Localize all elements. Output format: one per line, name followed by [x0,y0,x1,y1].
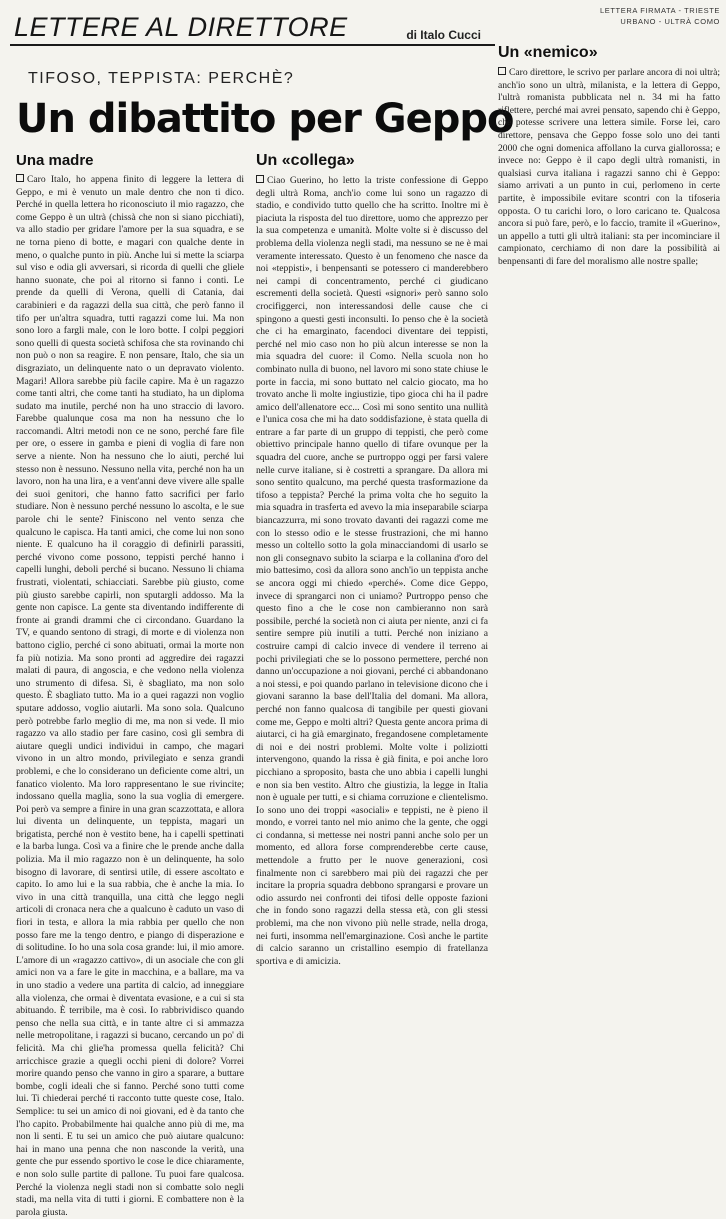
letter-body-collega [256,175,488,968]
square-bullet-icon [256,175,264,183]
column-3 [498,4,720,990]
signature-madre: LETTERA FIRMATA - TRIESTE [599,6,720,15]
headline: Un dibattito per Geppo [16,96,514,142]
rubric-author: di Italo Cucci [406,28,481,42]
rubric-header [10,10,495,46]
square-bullet-icon [16,174,24,182]
column-1 [16,152,244,1218]
letter-title-nemico: Un «nemico» [498,44,598,61]
letter-title-collega: Un «collega» [256,152,355,169]
letter-body-nemico [498,67,720,269]
rubric-title: LETTERE AL DIRETTORE [14,12,348,42]
letter-text-madre: Caro Italo, ho appena finito di leggere la lettera di Geppo, e mi è venuto un male dentro che non ti dico. Perché in quella lettera ho riconosciuto il mio ragazzo, che come Geppo è un ultrà (chissà che non si siano picchiati), va allo stadio per gridare l'amore per la sua squadra, e se ne torna pieno di botte, e magari con qualche dente in meno, o qualche punto in più. Anche lui si mette la sciarpa sul viso e odia gli avversari, si ricorda di quelli che gliele hanno suonate, che poi al ritorno si fanno i conti. Le prende da quelli di Verona, quelli di Catania, dai carabinieri e da ragazzi della sua città, che però fanno il tifo per un'altra squadra, tutti ragazzi come lui. Ma non sono loro a fargli male, con le loro botte. I colpi peggiori sono quelli di questa società schifosa che sta rovinando chi non può o non sa reagire. E non pensare, Italo, che sia un disgraziato, un delinquente nato o un depravato violento. Magari! Allora sarebbe più facile capire. Ma è un ragazzo come tanti altri, che come tanti ha studiato, ha un diploma sudato ma inutile, perché non ha uno straccio di lavoro. Farebbe qualunque cosa ma non ha nessuno che lo raccomandi. Altri metodi non ce ne sono, perché fare file per ore, o essere in gamba e pieni di voglia di fare non serve a niente. Non ha nessuno che lo aiuti, perché lui stesso non è nessuno. Nessuno nella vita, perché non ha un lavoro, non ha una lira, e a vent'anni deve vivere alle spalle dei suoi genitori, che hanno fatto sacrifici per farlo studiare. Non è nessuno perché nessuno lo ascolta, e le sue parole chi le sente? Finiscono nel vento senza che qualcuno le capisca. Ha tanti amici, che come lui non sono niente. E qualcuno ha il coraggio di definirli parassiti, perché vivono come possono, teppisti perché hanno i capelli lunghi, deboli perché si bucano. Nessuno li chiama frustrati, violentati, schiacciati. Sarebbe più giusto, come più giusto sarebbe capirli, non sputargli addosso. Ma la gente non capisce. La gente sta diventando indifferente di fronte ai grandi drammi che ci circondano. Guardano la TV, e quando sentono di stragi, di morte e di violenza non battono ciglio, perché ci sono abituati, ormai la morte non fa più notizia. Ma sono pronti ad aggredire dei ragazzi malati di paura, di angoscia, e che vedono nella violenza uno strumento di difesa. Sì, è sbagliato, ma non solo questo. È sbagliato tutto. Ma io a quei ragazzi non voglio sputare addosso, voglio aiutarli. Ma sono sola. Qualcuno però potrebbe farlo meglio di me, ma non si vede. Il mio ragazzo va allo stadio per fare casino, così gli sembra di aiutare quegli undici individui in campo, che magari vivono in un altro mondo, privilegiato e senza grandi problemi, e che lo considerano un deficiente come altri, un fanatico violento. Ma loro rappresentano le sue rivincite; indossano quella maglia, sono la sua voglia di emergere. Poi però va sempre a finire in una gran scazzottata, e allora lui diventa un delinquente, un teppista, magari un brigatista, perché non è vestito bene, ha i capelli spettinati e la barba lunga. Così va a finire che le prende anche dalla polizia. Ma il mio ragazzo non è un delinquente, ha solo bisogno di lavorare, di sentirsi utile, di essere ascoltato e capito. Io amo lui e la sua rabbia, che è anche la mia. Io vivo in una città tranquilla, una città che leggo negli articoli di cronaca nera che a qualcuno è caduto un vaso di fiori in testa, e allora la mia rabbia per quello che non posso fare me la tengo dentro, e piango di disperazione e di solitudine. Io ho una sola cosa grande: lui, il mio amore. L'amore di un «ragazzo cattivo», di un asociale che con gli amici non va a fare le gite in macchina, e a ballare, ma va in uno stadio a vedere una partita di calcio, ad inneggiare alla violenza, che ormai è diventata evasione, e a cui si sta abituando. È terribile, ma è così. Io rabbrividisco quando penso che nella sua città, e in tante altre ci si ammazza nelle metropolitane, i ragazzi si bucano, cercando un po' di felicità. Ma chi glie'ha promessa quella felicità? Chi arricchisce grazie a quegli occhi pieni di dolore? Vorrei morire quando penso che vanno in giro a sparare, a buttare bombe, cogli ideali che si fanno. Perché sono tutti come lui. Ti chiederai perché ti racconto tutte queste cose, Italo. Semplice: tu sei un amico di noi giovani, ed è da tanto che l'ho capito. Probabilmente hai qualche anno più di me, ma non li senti. E tu sei un amico che può aiutare qualcuno: hai in mano una penna che non nasconde la verità, una gente che pur essendo sportivo le cose le dice chiaramente, e non solo sulle partite di pallone. Tu puoi fare qualcosa. Perché la violenza negli stadi non si combatte solo negli stadi, ma nella vita di tutti i giorni. E combattere non è la parola giusta. [16,174,244,1218]
letter-collega-section [256,152,488,968]
letter-text-nemico: Caro direttore, le scrivo per parlare ancora di noi ultrà; anch'io sono un ultrà, milanista, e la lettera di Geppo, l'ultrà romanista pubblicata nel n. 34 mi ha fatto riflettere, perché mai avrei pensato, sapendo chi è Geppo, che potesse scrivere una lettera simile. Forse lei, caro direttore, pensava che Geppo fosse solo uno dei tanti 2000 che ogni domenica affollano la curva giallorossa; e invece no: Geppo è il capo degli ultrà romanisti, in qualsiasi curva italiana i ragazzi sanno chi è Geppo: siamo arrivati a un punto in cui, perlomeno in certe partite, è impossibile evitare scontri con la tifoseria opposta. O tu carichi loro, o loro caricano te. Qualcosa ancora si può fare, però, e lo faccio, tramite il «Guerino», un appello a tutti gli ultrà italiani: sta per incominciare il campionato, cerchiamo di non dare la possibilità ai benpensanti di fare del moralismo alle nostre spalle; [498,67,720,267]
column-gap [498,26,720,44]
signature-collega: URBANO - ULTRÀ COMO [620,17,720,26]
kicker: TIFOSO, TEPPISTA: PERCHÈ? [28,70,295,87]
letter-title-madre: Una madre [16,152,94,169]
column-2 [256,152,488,990]
letter-text-collega: Ciao Guerino, ho letto la triste confessione di Geppo degli ultrà Roma, anch'io come lui sono un ragazzo di stadio, e condivido tutto quello che ha scritto. Inoltre mi è piaciuta la risposta del tuo direttore, uomo che apprezzo per la sua competenza e umanità. Molte volte si è discusso del problema della violenza negli stadi, ma nessuno se ne è mai veramente interessato. Questo è un fenomeno che nasce da noi «teppisti», i benpensanti se potessero ci manderebbero nei campi di concentramento, perché ci giudicano escrementi della società. Questi «signori» però sanno solo crocifiggerci, non interessandosi delle cause che ci spingono a questi gesti inconsulti. Io penso che è la società che ci ha emarginato, facendoci diventare dei teppisti, perché nel mio caso non ho più alcun interesse se non la mia squadra del cuore: il Como. Nella scuola non ho combinato nulla di buono, nel lavoro mi sono state chiuse le porte in faccia, mi sono buttato nel calcio giocato, ma ho trovato anche lì molte ingiustizie, tipo gioca chi ha il padre amico dell'allenatore ecc... Così mi sono sentito una nullità e l'unica cosa che mi ha dato soddisfazione, è stata quella di entrare a far parte di un gruppo di teppisti, che però come obiettivo principale hanno quello di tifare ovunque per la squadra del cuore, anche se purtroppo oggi per farsi valere nelle curve italiane, si è costretti a sprangare. Da allora mi sono sentito qualcuno, ma perché questa trasformazione da tifoso a teppista? Perché la prima volta che ho seguito la mia squadra in trasferta ed avevo la mia inseparabile sciarpa biancazzurra, mi sono trovato davanti dei ragazzi come me con lo stesso odio e le stesse frustrazioni, che mi hanno messo un coltello sotto la gola minacciandomi di usarlo se non gli consegnavo subito la sciarpa e la collanina d'oro del mio battesimo, così da allora sono anch'io un teppista anche se ancora oggi mi chiedo «perché». Come dice Geppo, invece di sprangarci non ci uniamo? Purtroppo penso che questo fino a che le cose non cambieranno non sarà possibile, perché la società non ci aiuta per niente, anzi ci fa sentire sempre più inutili a tutti. Perché non iniziano a costruire campi di calcio invece di vendere il terreno ai pochi privilegiati che se lo possono permettere, perché non danno un'occupazione a noi giovani, perché ci abbandonano a noi stessi, e poi quando parlano in televisione dicono che i giovani saranno la base dell'Italia del domani. Ma allora, perché non fanno qualcosa di tangibile per questi giovani come me, Geppo e molti altri? Questa gente ancora prima di aiutarci, ci ha già emarginato, fregandosene completamente di noi e dei nostri problemi. Molte volte i poliziotti intervengono, quando la rissa è già finita, e poi anche loro picchiano a sproposito, basta che uno abbia i capelli lunghi e non sia ben vestito. Altro che giustizia, la legge in Italia non è uguale per tutti, e si chiama corruzione e clientelismo. Io sono uno dei troppi «asociali» e teppisti, ne è pieno il mondo, e vorrei tanto nel mio animo che la gente, che oggi ci condanna, si mettesse nei nostri panni anche solo per un momento, ed allora forse comprenderebbe certe cause, mettendole a frutto per le nuove generazioni, così finalmente non ci sarebbero mai più dei ragazzi che per incitare la propria squadra debbono sprangarsi e provare un odio assurdo nei confronti dei tifosi delle opposte fazioni che in fondo sono ragazzi della stessa età, con gli stessi problemi, ma che non vivono più nelle strade, nella droga, nei furti, insomma nell'emarginazione. Così anche le partite di calcio saranno un cristallino esempio di fratellanza sportiva e di amicizia. [256,175,488,967]
square-bullet-icon [498,67,506,75]
letter-body-madre [16,174,244,1219]
